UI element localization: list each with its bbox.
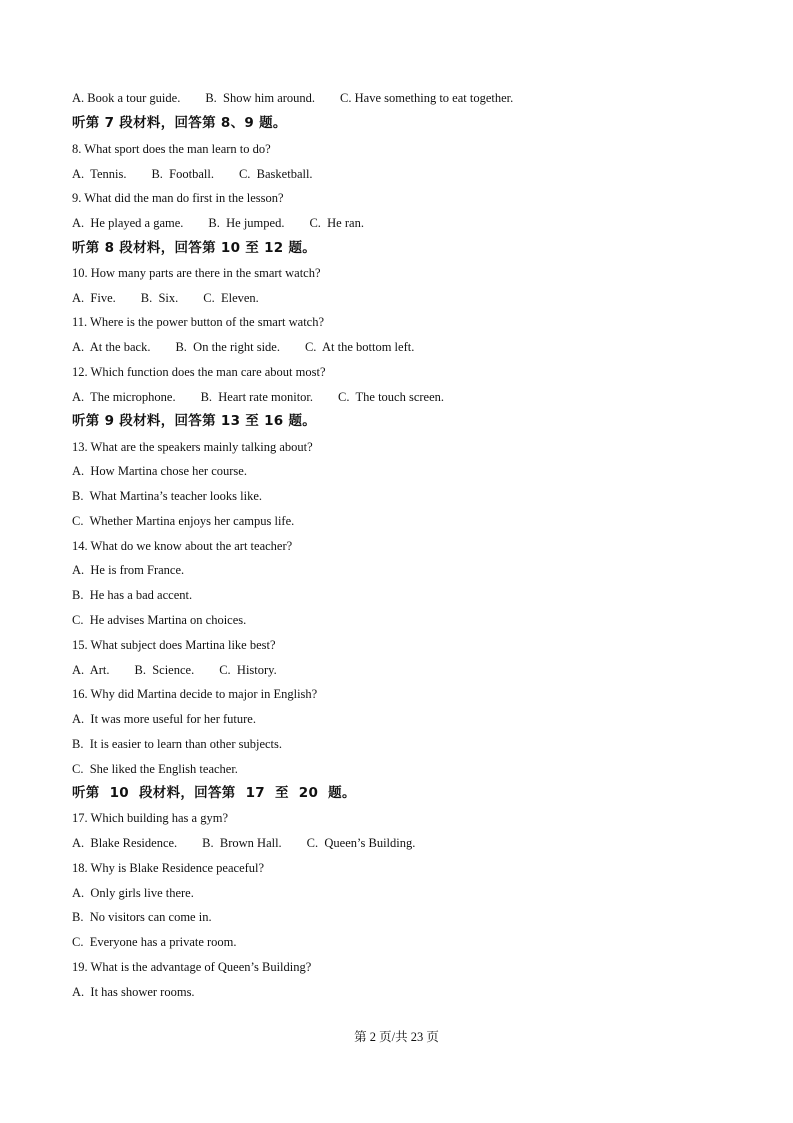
question-line: 10. How many parts are there in the smart watch? (72, 266, 321, 280)
question-line: 14. What do we know about the art teacher? (72, 539, 293, 553)
question-line: 13. What are the speakers mainly talking about? (72, 440, 313, 454)
option-line: A. Only girls live there. (72, 886, 194, 900)
section-header: 听第 8 段材料，回答第 10 至 12 题。 (72, 240, 317, 256)
section-header: 听第 7 段材料，回答第 8、9 题。 (72, 115, 287, 131)
question-line: 9. What did the man do first in the lesson? (72, 191, 284, 205)
option-line: A. It was more useful for her future. (72, 712, 256, 726)
option-line: B. What Martina’s teacher looks like. (72, 489, 262, 503)
option-line: B. It is easier to learn than other subjects. (72, 737, 283, 751)
option-line: C. Everyone has a private room. (72, 935, 237, 949)
question-line: 19. What is the advantage of Queen’s Building? (72, 960, 312, 974)
question-line: 16. Why did Martina decide to major in English? (72, 687, 318, 701)
option-line: B. No visitors can come in. (72, 910, 212, 924)
options-line: A. Blake Residence. B. Brown Hall. C. Queen’s Building. (72, 836, 416, 850)
question-line: 15. What subject does Martina like best? (72, 638, 276, 652)
option-line: C. She liked the English teacher. (72, 762, 238, 776)
question-line: 8. What sport does the man learn to do? (72, 142, 271, 156)
section-header: 听第 9 段材料，回答第 13 至 16 题。 (72, 413, 317, 429)
question-line: 17. Which building has a gym? (72, 811, 228, 825)
options-line: A. He played a game. B. He jumped. C. He ran. (72, 216, 364, 230)
options-line: A. Five. B. Six. C. Eleven. (72, 291, 259, 305)
option-line: B. He has a bad accent. (72, 588, 193, 602)
options-line: A. At the back. B. On the right side. C. At the bottom left. (72, 340, 415, 354)
question-line: 11. Where is the power button of the smart watch? (72, 315, 325, 329)
question-line: 12. Which function does the man care about most? (72, 365, 326, 379)
options-line: A. Art. B. Science. C. History. (72, 663, 277, 677)
options-line: A. Tennis. B. Football. C. Basketball. (72, 167, 313, 181)
page-number-footer: 第 2 页/共 23 页 (354, 1030, 439, 1044)
option-line: A. He is from France. (72, 563, 185, 577)
option-line: C. Whether Martina enjoys her campus life. (72, 514, 295, 528)
option-line: C. He advises Martina on choices. (72, 613, 247, 627)
option-line: A. How Martina chose her course. (72, 464, 247, 478)
question-line: 18. Why is Blake Residence peaceful? (72, 861, 265, 875)
options-line: A. Book a tour guide. B. Show him around. C. Have something to eat together. (72, 91, 514, 105)
options-line: A. The microphone. B. Heart rate monitor. C. The touch screen. (72, 390, 445, 404)
section-header: 听第 10 段材料，回答第 17 至 20 题。 (72, 785, 356, 801)
option-line: A. It has shower rooms. (72, 985, 195, 999)
